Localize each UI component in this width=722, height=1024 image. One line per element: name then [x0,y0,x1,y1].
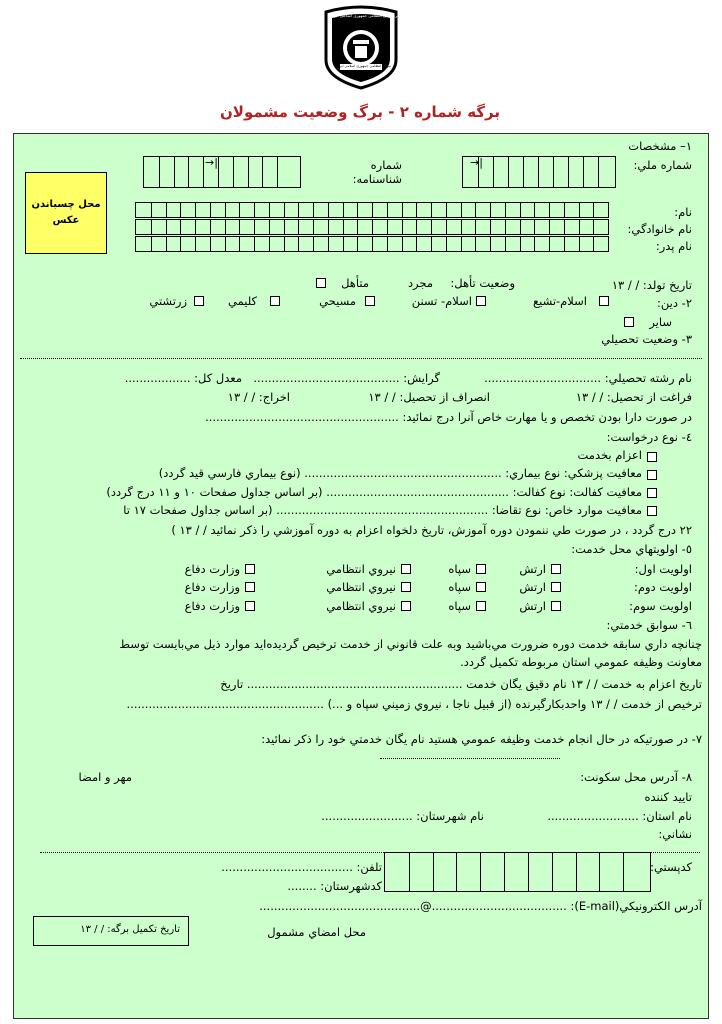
city-code-field: كدشهرستان: ........ [287,879,382,893]
grid-cell[interactable] [195,220,210,234]
grid-cell[interactable] [298,220,313,234]
grid-cell[interactable] [520,203,535,217]
religion-other-checkbox[interactable] [624,317,634,327]
grid-cell[interactable] [505,220,520,234]
p3-army-label: ارتش [519,599,546,613]
grid-cell[interactable] [151,220,166,234]
grid-cell[interactable] [357,237,372,251]
special-exemption: معافيت موارد خاص: نوع تقاضا: .......................................................... (بر اساس جداول صفحات ۱۷ تا [123,503,642,517]
grid-cell[interactable] [254,220,269,234]
grid-cell[interactable] [564,220,579,234]
grid-cell[interactable] [446,220,461,234]
p2-defense-label: وزارت دفاع [184,580,240,594]
photo-label-2: عكس [52,215,80,226]
grid-cell[interactable] [269,203,284,217]
religion-zoroastrian-checkbox[interactable] [194,296,204,306]
grid-cell[interactable] [151,237,166,251]
address-label: ۸- آدرس محل سكونت: [580,770,692,784]
grid-cell[interactable] [284,237,299,251]
first-name-grid[interactable] [135,202,609,218]
grid-cell[interactable] [402,220,417,234]
grid-cell[interactable] [343,203,358,217]
p2-police-label: نيروي انتظامي [326,580,396,594]
p2-irgc-checkbox[interactable] [476,582,486,592]
phone-field: تلفن: .................................... [221,860,382,874]
priority-row-2: اولويت دوم: [633,580,692,594]
grid-cell[interactable] [166,203,181,217]
p3-police-checkbox[interactable] [401,601,411,611]
grid-cell[interactable] [225,237,240,251]
grid-cell[interactable] [239,203,254,217]
guardian-checkbox[interactable] [647,488,657,498]
p2-police-checkbox[interactable] [401,582,411,592]
grid-cell[interactable] [461,237,476,251]
guardian-exemption: معافيت كفالت: نوع كفالت: .................................................. (بر اساس جداول صفحات ۱۰ و ۱۱ درج گردد) [106,485,642,499]
grid-cell[interactable] [431,220,446,234]
grid-cell[interactable] [210,203,225,217]
religion-label: ۲- دين: [657,296,692,310]
religion-sunni-label: اسلام- تسنن [411,294,472,308]
grid-cell[interactable] [475,220,490,234]
id-number-grid[interactable] [143,156,301,188]
grid-cell[interactable] [593,220,608,234]
religion-christian-checkbox[interactable] [365,296,375,306]
grid-cell[interactable] [593,237,608,251]
grid-cell[interactable] [490,237,505,251]
province-field: نام استان: ......................... [547,809,692,823]
religion-sunni-checkbox[interactable] [476,296,486,306]
grid-cell[interactable] [490,203,505,217]
p1-army-checkbox[interactable] [551,564,561,574]
priority-row-3: اولويت سوم: [629,599,692,613]
grid-cell[interactable] [549,237,564,251]
id-number-label-1: شماره [370,158,402,172]
grid-cell[interactable] [461,203,476,217]
single-label: مجرد [407,276,433,290]
arrow-right-icon: →| [470,156,483,169]
city-field: نام شهرستان: ......................... [321,809,484,823]
grid-cell[interactable] [505,237,520,251]
dispatch-label: اعزام بخدمت [577,448,642,462]
p1-irgc-label: سپاه [448,562,471,576]
grid-cell[interactable] [402,203,417,217]
grid-cell[interactable] [475,203,490,217]
religion-zoroastrian-label: زرتشتي [149,294,187,308]
grid-cell[interactable] [136,220,151,234]
grid-cell[interactable] [357,220,372,234]
grid-cell[interactable] [151,203,166,217]
id-number-label-2: شناسنامه: [352,172,402,186]
grid-cell[interactable] [180,220,195,234]
email-field: آدرس الكترونيكي(E-mail): .....................................@............................................ [259,899,702,913]
logo-top-text: فرماندهی انتظامی جمهوری اسلامی ایران [330,13,400,18]
grid-cell[interactable] [328,220,343,234]
p2-defense-checkbox[interactable] [245,582,255,592]
grid-cell[interactable] [239,220,254,234]
grid-cell[interactable] [328,237,343,251]
grid-cell[interactable] [313,220,328,234]
p2-army-checkbox[interactable] [551,582,561,592]
p3-irgc-checkbox[interactable] [476,601,486,611]
grid-cell[interactable] [431,203,446,217]
father-name-label: نام پدر: [655,239,692,253]
service-history-label: ٦- سوابق خدمتي: [606,618,692,632]
grid-cell[interactable] [564,203,579,217]
request-type-label: ٤- نوع درخواست: [606,430,692,444]
grid-cell[interactable] [284,220,299,234]
education-label: ۳- وضعيت تحصيلي [601,332,692,346]
logo-bottom-text: نیروی انتظامی جمهوری اسلامی ایران [336,64,391,68]
last-name-grid[interactable] [135,219,609,235]
dropout-date: انصراف از تحصيل: / / ۱۳ [368,390,490,404]
grid-cell[interactable] [298,203,313,217]
p1-defense-label: وزارت دفاع [184,562,240,576]
field-of-study: نام رشته تحصيلي: ................................ [484,371,692,385]
grid-cell[interactable] [166,220,181,234]
service-history-para-2: معاونت وظيفه عمومي استان مربوطه تكميل گردد. [460,655,702,669]
current-service-line[interactable] [380,758,560,759]
grid-cell[interactable] [505,203,520,217]
graduation-date: فراغت از تحصيل: / / ۱۳ [575,390,692,404]
grid-cell[interactable] [136,203,151,217]
dispatch-checkbox[interactable] [647,452,657,462]
medical-exemption: معافيت پزشكي: نوع بيماري: ...................................................... (نوع بيماري فارسي قيد گردد) [158,466,642,480]
grid-cell[interactable] [195,203,210,217]
p3-irgc-label: سپاه [448,599,471,613]
religion-jewish-checkbox[interactable] [270,296,280,306]
grid-cell[interactable] [180,237,195,251]
arrow-right-icon: →| [205,156,218,169]
verifier-label: تاييد كننده [644,790,692,804]
p3-army-checkbox[interactable] [551,601,561,611]
special-checkbox[interactable] [647,506,657,516]
p3-defense-label: وزارت دفاع [184,599,240,613]
grid-cell[interactable] [195,237,210,251]
grid-cell[interactable] [402,237,417,251]
birth-date: تاريخ تولد: / / ۱۳ [611,278,692,292]
grid-cell[interactable] [313,237,328,251]
grid-cell[interactable] [269,237,284,251]
grid-cell[interactable] [225,220,240,234]
p1-army-label: ارتش [519,562,546,576]
grid-cell[interactable] [210,220,225,234]
current-service-label: ۷- در صورتيكه در حال انجام خدمت وظيفه عمومي هستيد نام يگان خدمتي خود را ذكر نمائيد: [261,732,702,746]
expel-date: اخراج: / / ۱۳ [227,390,290,404]
grid-cell[interactable] [579,220,594,234]
grid-cell[interactable] [579,203,594,217]
grid-cell[interactable] [343,237,358,251]
p1-defense-checkbox[interactable] [245,564,255,574]
postal-code-label: كدپستي: [650,860,692,874]
skill-line: در صورت دارا بودن تخصص و يا مهارت خاص آنرا درج نمائيد: ..................................................... [205,410,692,424]
marital-label: وضعيت تأهل: [450,276,515,290]
p3-police-label: نيروي انتظامي [326,599,396,613]
grid-cell[interactable] [534,220,549,234]
service-priority-label: ٥- اولويتهاي محل خدمت: [571,542,692,556]
religion-other-label: ساير [649,315,672,329]
logo [322,4,400,90]
grid-cell[interactable] [534,237,549,251]
signature-label: محل امضاي مشمول [267,925,366,939]
grid-cell[interactable] [225,203,240,217]
religion-shia-checkbox[interactable] [599,296,609,306]
date-filled-box[interactable] [33,916,189,946]
grid-cell[interactable] [136,237,151,251]
grid-cell[interactable] [284,203,299,217]
page-title: برگه شماره ۲ - برگ وضعيت مشمولان [219,103,501,121]
p1-irgc-checkbox[interactable] [476,564,486,574]
grid-cell[interactable] [343,220,358,234]
p3-defense-checkbox[interactable] [245,601,255,611]
photo-label-1: محل چسباندن [31,199,101,210]
photo-placeholder[interactable] [25,172,107,254]
grid-cell[interactable] [416,203,431,217]
grid-cell[interactable] [593,203,608,217]
service-history-line-2: ترخيص از خدمت / / ۱۳ واحدبكارگيرنده (از قبيل ناجا ، نيروي زميني سپاه و ...) ...................................................... [126,697,702,711]
grid-cell[interactable] [387,237,402,251]
p1-police-checkbox[interactable] [401,564,411,574]
grid-cell[interactable] [579,237,594,251]
priority-row-1: اولويت اول: [634,562,692,576]
grid-cell[interactable] [387,220,402,234]
grid-cell[interactable] [372,220,387,234]
grid-cell[interactable] [490,220,505,234]
medical-checkbox[interactable] [647,470,657,480]
grid-cell[interactable] [166,237,181,251]
grid-cell[interactable] [461,220,476,234]
grid-cell[interactable] [372,237,387,251]
grid-cell[interactable] [357,203,372,217]
home-address-label: نشاني: [658,827,692,841]
religion-shia-label: اسلام-تشيع [532,294,587,308]
grid-cell[interactable] [475,237,490,251]
service-history-line-1: تاريخ اعزام به خدمت / / ۱۳ نام دقيق يگان خدمت ........................................................... تاريخ [220,677,702,691]
major: گرايش: ........................................ [253,371,440,385]
grid-cell[interactable] [520,237,535,251]
grid-cell[interactable] [416,220,431,234]
grid-cell[interactable] [549,220,564,234]
grid-cell[interactable] [549,203,564,217]
service-history-para-1: چنانچه داري سابقه خدمت دوره ضرورت مي‌باشيد وبه علت قانوني از خدمت ترخيص گرديده‌ايد موارد ذيل مي‌بايست توسط [119,637,702,651]
last-name-label: نام خانوادگي: [627,222,692,236]
father-name-grid[interactable] [135,236,609,252]
first-name-label: نام: [674,205,692,219]
grid-cell[interactable] [298,237,313,251]
religion-jewish-label: كليمي [228,294,257,308]
grid-cell[interactable] [239,237,254,251]
grid-cell[interactable] [431,237,446,251]
religion-christian-label: مسيحي [319,294,356,308]
gpa: معدل كل: .................. [124,371,242,385]
p2-army-label: ارتش [519,580,546,594]
grid-cell[interactable] [446,203,461,217]
date-filled-label: تاريخ تكميل برگه: / / ۱۳ [80,924,180,935]
married-checkbox[interactable] [316,278,326,288]
grid-cell[interactable] [446,237,461,251]
grid-cell[interactable] [372,203,387,217]
seal-label: مهر و امضا [78,770,132,784]
grid-cell[interactable] [564,237,579,251]
grid-cell[interactable] [313,203,328,217]
section1-heading: ۱– مشخصات [628,139,692,153]
married-label: متأهل [341,276,369,290]
national-id-label: شماره ملي: [633,158,692,172]
grid-cell[interactable] [180,203,195,217]
grid-cell[interactable] [328,203,343,217]
grid-cell[interactable] [387,203,402,217]
grid-cell[interactable] [210,237,225,251]
grid-cell[interactable] [254,237,269,251]
national-id-grid[interactable] [462,156,616,188]
education-line[interactable] [20,358,702,359]
p1-police-label: نيروي انتظامي [326,562,396,576]
special-exemption-cont: ۲۲ درج گردد ، در صورت طي ننمودن دوره آموزش، تاريخ دلخواه اعزام به دوره آموزشي را ذكر نمائيد / / ۱۳ ) [171,523,692,537]
grid-cell[interactable] [254,203,269,217]
p2-irgc-label: سپاه [448,580,471,594]
grid-cell[interactable] [416,237,431,251]
postal-code-grid[interactable] [384,852,651,892]
grid-cell[interactable] [269,220,284,234]
grid-cell[interactable] [520,220,535,234]
grid-cell[interactable] [534,203,549,217]
